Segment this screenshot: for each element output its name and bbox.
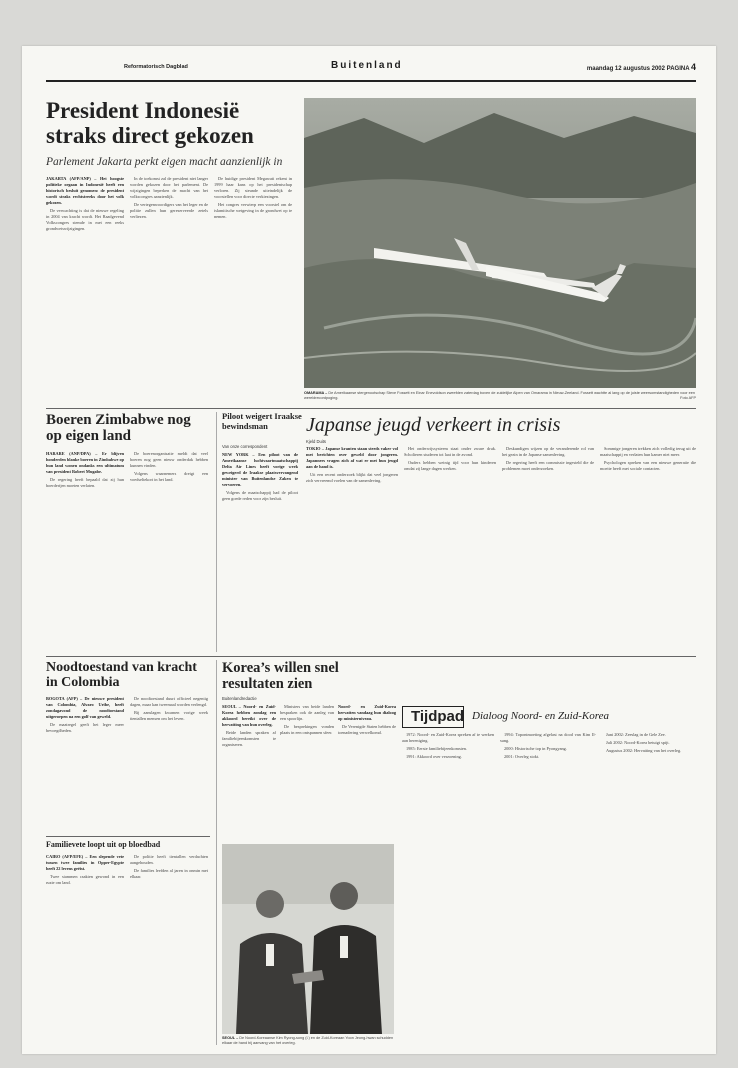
tijdpad-column-2: 1994: Topontmoeting afgelast na dood van Kim Il-sung. 2000: Historische top in Pyongyang. 2001: Overleg stokt. <box>500 732 596 759</box>
lead-headline: President Indonesië straks direct gekozen <box>46 98 254 148</box>
zimbabwe-column-2: De boerenorganisatie meldt dat veel boeren nog geen nieuw onderdak hebben kunnen vinden. Volgens waarnemers dreigt een voedseltekort in het land. <box>130 451 208 482</box>
family-column-1: CAIRO (AFP/EFE) – Een slepende vete tussen twee families in Opper-Egypte heeft 22 levens geëist. Twee stammen raakten gewond in een ruzie om land. <box>46 854 124 885</box>
tijdpad-badge: Tijdpad <box>402 706 464 728</box>
landscape-illustration <box>304 98 696 388</box>
column-divider <box>216 660 217 1045</box>
japan-column-3: Deskundigen wijzen op de veranderende rol van het gezin in de Japanse samenleving. De regering heeft een commissie ingesteld die de problemen moet onderzoeken. <box>502 446 594 471</box>
tijdpad-column-1: 1972: Noord- en Zuid-Korea spreken af te werken aan hereniging. 1985: Eerste familiebijeenkomsten. 1991: Akkoord over verzoening. <box>402 732 494 759</box>
korea-headline: Korea’s willen snel resultaten zien <box>222 660 339 692</box>
glider-caption: OMARAMA – De Amerikaanse stergenootschap Steve Fossett en Einar Enevoldson zweefden zaterdag boven de zuidelijke Alpen van Omarama in Nieuw-Zeeland. Fossett wachtte al lang op de juiste weersomstandigheden voor een wereldrecordpoging. Foto AFP <box>304 391 696 400</box>
japan-column-2: Het onderwijssysteem staat onder zware druk. Scholieren studeren tot laat in de avond. Ouders hebben weinig tijd voor hun kinderen omdat zij lange dagen werken. <box>404 446 496 471</box>
handshake-illustration <box>222 844 394 1034</box>
japan-column-4: Sommige jongeren trekken zich volledig terug uit de maatschappij en verlaten hun kamer niet meer. Psychologen spreken van een nieuwe generatie die moeite heeft met sociale contacten. <box>600 446 696 471</box>
section-title: Buitenland <box>331 60 403 71</box>
pilot-headline: Piloot weigert Iraakse bewindsman <box>222 411 302 431</box>
divider <box>46 656 696 657</box>
newspaper-page <box>22 46 716 1054</box>
pilot-body: NEW YORK – Een piloot van de Amerikaanse luchtvaartmaatschappij Delta Air Lines heeft vorige week geweigerd de Iraakse plaatsvervangend minister van Buitenlandse Zaken te vervoeren. Volgens de maatschappij had de piloot geen goede reden voor zijn besluit. <box>222 452 298 501</box>
lead-column-1: JAKARTA (AFP/ANP) – Het hoogste politieke orgaan in Indonesië heeft een historisch besluit genomen: de president wordt straks rechtstreeks door het volk gekozen. De verwachting is dat de nieuwe regeling in 2004 van kracht wordt. Het Raadgevend Volkscongres stemde in met een reeks grondwetswijzigingen. <box>46 176 124 231</box>
korea-byline: Buitenlandredactie <box>222 696 257 701</box>
page-date: maandag 12 augustus 2002 PAGINA 4 <box>586 62 696 72</box>
colombia-column-2: De noodtoestand duurt officieel negentig dagen, maar kan tweemaal worden verlengd. Bij aanslagen kwamen vorige week tientallen mensen om het leven. <box>130 696 208 721</box>
zimbabwe-column-1: HARARE (ANP/DPA) – Er blijven honderden blanke boeren in Zimbabwe op hun land wonen ondanks een ultimatum van president Robert Mugabe. De regering heeft bepaald dat zij hun boerderijen moeten verlaten. <box>46 451 124 488</box>
japan-column-1: TOKIO – Japanse kranten staan steeds vaker vol met berichten over geweld door jongeren. Japanners vragen zich af wat er met hun jeugd aan de hand is. Uit een recent onderzoek blijkt dat veel jongeren zich vervreemd voelen van de samenleving. <box>306 446 398 483</box>
zimbabwe-headline: Boeren Zimbabwe nog op eigen land <box>46 412 191 444</box>
korea-column-3: Noord- en Zuid-Korea hervatten vandaag hun dialoog op ministerniveau. De Verenigde Staten hebben de toenadering verwelkomd. <box>338 704 396 735</box>
colombia-headline: Noodtoestand van kracht in Colombia <box>46 660 197 690</box>
lead-deck: Parlement Jakarta perkt eigen macht aanzienlijk in <box>46 156 283 168</box>
divider <box>46 836 210 837</box>
tijdpad-column-3: Juni 2002: Zeeslag in de Gele Zee. Juli 2002: Noord-Korea betuigt spijt. Augustus 2002: Hervatting van het overleg. <box>606 732 682 753</box>
korea-photo-caption: SEOUL – De Noord-Koreaanse Kim Ryong-song (l.) en de Zuid-Koreaan Yoon Jeong-hwan schudden elkaar de hand bij aanvang van het overleg. <box>222 1036 394 1045</box>
paper-name: Reformatorisch Dagblad <box>124 64 188 70</box>
glider-photo <box>304 98 696 388</box>
lead-column-3: De huidige president Megawati rekent in 1999 haar kans op het presidentschap verloren. Zij steunde uiteindelijk de voorstellen voor directe verkiezingen. Het congres verwierp een voorstel om de islamitische wetgeving in de grondwet op te nemen. <box>214 176 292 219</box>
photo-credit: Foto AFP <box>680 396 696 400</box>
family-headline: Familievete loopt uit op bloedbad <box>46 840 161 849</box>
colombia-column-1: BOGOTA (AFP) – De nieuwe president van Colombia, Alvaro Uribe, heeft zondagavond de noodtoestand uitgeroepen na een golf van geweld. De maatregel geeft het leger meer bevoegdheden. <box>46 696 124 733</box>
pilot-byline: Van onze correspondent <box>222 444 268 449</box>
japan-headline: Japanse jeugd verkeert in crisis <box>306 414 561 436</box>
masthead <box>46 56 696 82</box>
tijdpad-title: Dialoog Noord- en Zuid-Korea <box>472 710 609 722</box>
korea-photo <box>222 844 394 1034</box>
lead-column-2: In de toekomst zal de president niet langer worden gekozen door het parlement. De wijzigingen beperken de macht van het volkscongres aanzienlijk. De vertegenwoordigers van het leger en de politie zullen hun gereserveerde zetels verliezen. <box>130 176 208 219</box>
column-divider <box>216 412 217 652</box>
korea-column-1: SEOUL – Noord- en Zuid-Korea hebben zondag een akkoord bereikt over de hervatting van hun overleg. Beide landen spraken af familiebijeenkomsten te organiseren. <box>222 704 276 747</box>
japan-byline: Kjeld Duits <box>306 439 327 444</box>
family-column-2: De politie heeft tientallen verdachten aangehouden. De families leefden al jaren in onmin met elkaar. <box>130 854 208 879</box>
korea-column-2: Ministers van beide landen bespraken ook de aanleg van een spoorlijn. De besprekingen vonden plaats in een ontspannen sfeer. <box>280 704 334 735</box>
divider <box>46 408 696 409</box>
